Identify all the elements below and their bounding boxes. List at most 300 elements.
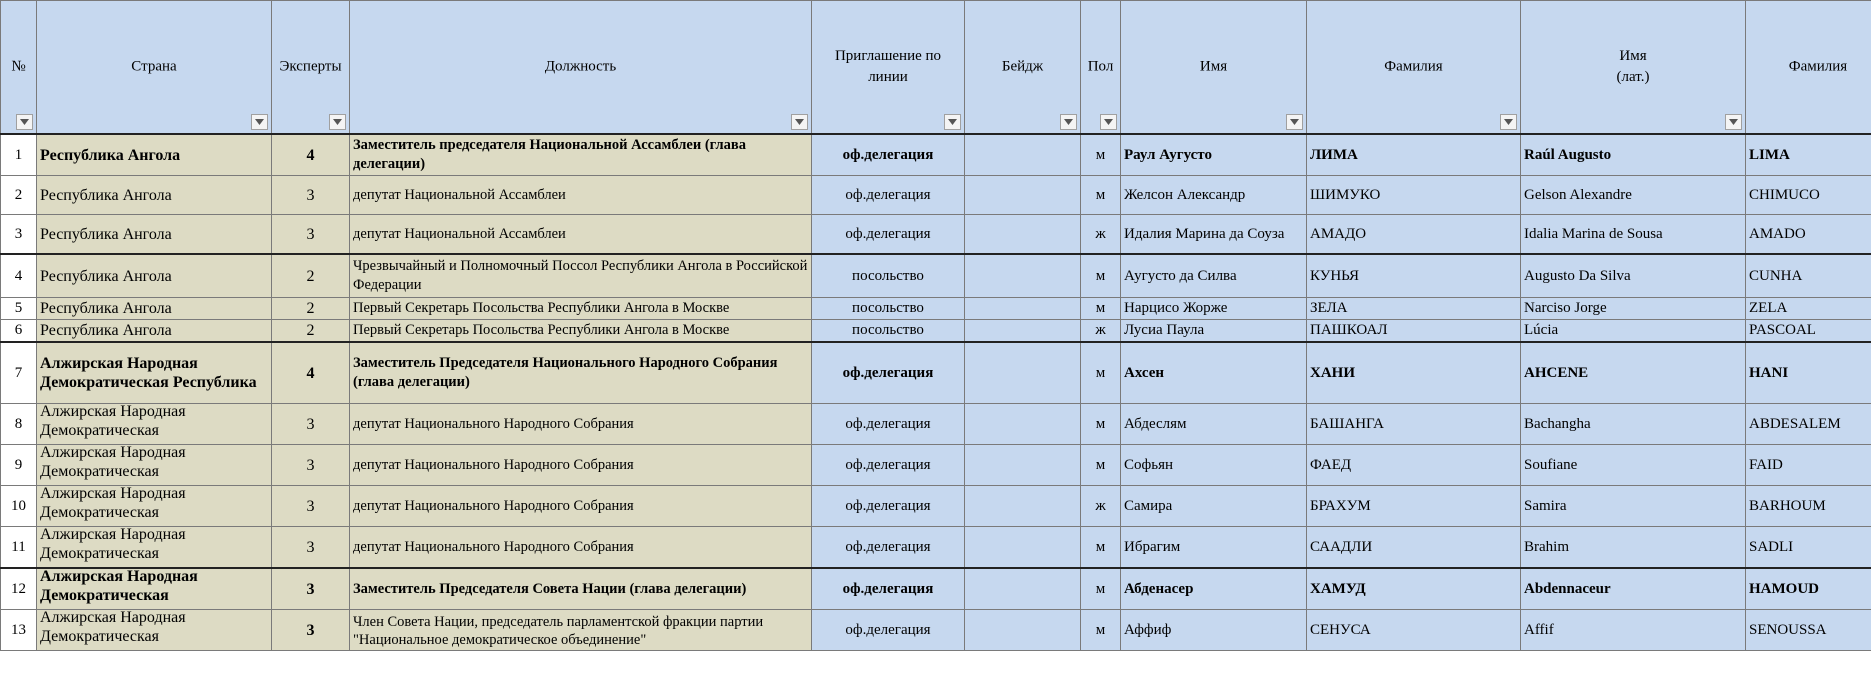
cell-country[interactable] (37, 176, 272, 215)
cell-invitation[interactable] (812, 254, 965, 298)
cell-position[interactable] (350, 486, 812, 527)
cell-invitation-text: посольство (852, 322, 924, 338)
table-row (1, 134, 1871, 176)
cell-first-name-lat-text: Gelson Alexandre (1524, 186, 1632, 203)
chevron-down-icon (795, 119, 804, 125)
cell-experts[interactable] (272, 176, 350, 215)
cell-first-name-lat-text: Affif (1524, 621, 1554, 638)
cell-first-name[interactable] (1121, 298, 1307, 320)
cell-badge[interactable] (965, 176, 1081, 215)
cell-experts-text: 3 (306, 415, 315, 433)
cell-position[interactable] (350, 176, 812, 215)
cell-number[interactable] (1, 254, 37, 298)
cell-country[interactable] (37, 568, 272, 610)
cell-country[interactable] (37, 342, 272, 404)
cell-invitation-text: оф.делегация (842, 580, 934, 597)
cell-experts[interactable] (272, 298, 350, 320)
cell-invitation[interactable] (812, 445, 965, 486)
cell-last-name[interactable] (1307, 486, 1521, 527)
cell-sex-text: м (1095, 364, 1106, 381)
cell-last-name[interactable] (1307, 320, 1521, 343)
header-row (1, 1, 1871, 135)
cell-last-name-lat[interactable] (1746, 445, 1871, 486)
cell-first-name-lat[interactable] (1521, 568, 1746, 610)
cell-country[interactable] (37, 404, 272, 445)
cell-country[interactable] (37, 254, 272, 298)
cell-experts-text: 3 (306, 456, 315, 474)
cell-badge[interactable] (965, 298, 1081, 320)
cell-experts[interactable] (272, 134, 350, 176)
cell-last-name-lat-text: ABDESALEM (1749, 415, 1841, 432)
cell-position[interactable] (350, 215, 812, 255)
cell-position-text: депутат Национального Народного Собрания (353, 538, 634, 555)
cell-experts-text: 2 (306, 322, 315, 339)
cell-country[interactable] (37, 298, 272, 320)
cell-badge[interactable] (965, 215, 1081, 255)
filter-dropdown-button[interactable] (1100, 114, 1117, 130)
cell-number-text: 4 (14, 267, 23, 284)
cell-first-name-lat[interactable] (1521, 342, 1746, 404)
cell-experts[interactable] (272, 215, 350, 255)
cell-invitation-text: оф.делегация (845, 497, 931, 514)
cell-experts-text: 4 (306, 364, 315, 382)
cell-position-text: депутат Национального Народного Собрания (353, 415, 634, 432)
cell-first-name[interactable] (1121, 342, 1307, 404)
cell-experts-text: 3 (306, 538, 315, 556)
cell-number[interactable] (1, 568, 37, 610)
cell-experts[interactable] (272, 342, 350, 404)
cell-country[interactable] (37, 134, 272, 176)
cell-position[interactable] (350, 254, 812, 298)
cell-last-name-lat[interactable] (1746, 320, 1871, 343)
cell-last-name-lat-text: HANI (1749, 364, 1789, 381)
cell-first-name[interactable] (1121, 404, 1307, 445)
cell-invitation[interactable] (812, 527, 965, 569)
cell-first-name-text: Раул Аугусто (1124, 146, 1212, 163)
cell-experts[interactable] (272, 320, 350, 343)
cell-number-text: 10 (11, 497, 26, 514)
table-row (1, 176, 1871, 215)
cell-sex-text: м (1095, 146, 1106, 163)
cell-sex-text: м (1095, 300, 1106, 316)
cell-first-name[interactable] (1121, 568, 1307, 610)
cell-country[interactable] (37, 215, 272, 255)
cell-country-text: Алжирская Народная Демократическая (40, 444, 186, 480)
cell-sex-text: м (1095, 267, 1106, 284)
table-row (1, 320, 1871, 343)
col-header-first-name-lat (1521, 1, 1746, 135)
cell-sex[interactable] (1081, 215, 1121, 255)
cell-last-name[interactable] (1307, 254, 1521, 298)
cell-country-text: Республика Ангола (40, 322, 172, 339)
cell-number[interactable] (1, 486, 37, 527)
cell-badge[interactable] (965, 254, 1081, 298)
filter-dropdown-button[interactable] (1500, 114, 1517, 130)
cell-invitation[interactable] (812, 298, 965, 320)
chevron-down-icon (1104, 119, 1113, 125)
cell-position-text: Член Совета Нации, председатель парламентской фракции партии "Национальное демократическое объединение" (353, 614, 764, 648)
cell-last-name-text: ЗЕЛА (1310, 300, 1348, 316)
cell-invitation[interactable] (812, 610, 965, 651)
cell-invitation-text: оф.делегация (845, 621, 931, 638)
chevron-down-icon (948, 119, 957, 125)
table-row (1, 445, 1871, 486)
cell-last-name-lat[interactable] (1746, 134, 1871, 176)
cell-first-name-lat-text: Narciso Jorge (1524, 300, 1607, 316)
cell-invitation[interactable] (812, 486, 965, 527)
chevron-down-icon (1064, 119, 1073, 125)
cell-last-name-lat[interactable] (1746, 568, 1871, 610)
header-label: Бейдж (1001, 58, 1044, 75)
cell-first-name-text: Идалия Марина да Соуза (1124, 225, 1285, 242)
header-label: Фамилия (1788, 58, 1848, 75)
cell-first-name-lat[interactable] (1521, 320, 1746, 343)
header-label: Имя (лат.) (1616, 48, 1650, 85)
cell-number[interactable] (1, 445, 37, 486)
cell-country[interactable] (37, 445, 272, 486)
cell-first-name[interactable] (1121, 445, 1307, 486)
cell-number[interactable] (1, 320, 37, 343)
cell-first-name-lat-text: Samira (1524, 497, 1567, 514)
cell-badge[interactable] (965, 342, 1081, 404)
cell-experts[interactable] (272, 445, 350, 486)
cell-last-name[interactable] (1307, 404, 1521, 445)
cell-first-name-text: Нарцисо Жорже (1124, 300, 1228, 316)
cell-country-text: Республика Ангола (40, 146, 181, 164)
col-header-badge (965, 1, 1081, 135)
cell-invitation[interactable] (812, 568, 965, 610)
cell-badge[interactable] (965, 486, 1081, 527)
cell-experts-text: 3 (306, 186, 315, 204)
cell-last-name-lat-text: SENOUSSA (1749, 621, 1827, 638)
cell-position[interactable] (350, 298, 812, 320)
cell-number[interactable] (1, 215, 37, 255)
cell-position-text: Первый Секретарь Посольства Республики Ангола в Москве (353, 322, 730, 338)
cell-last-name-lat-text: FAID (1749, 456, 1783, 473)
filter-dropdown-button[interactable] (1060, 114, 1077, 130)
cell-position[interactable] (350, 568, 812, 610)
cell-sex-text: м (1095, 186, 1106, 203)
cell-first-name-lat[interactable] (1521, 445, 1746, 486)
cell-last-name[interactable] (1307, 527, 1521, 569)
col-header-position (350, 1, 812, 135)
cell-last-name-lat[interactable] (1746, 404, 1871, 445)
header-label: Должность (544, 58, 617, 75)
cell-last-name-lat-text: BARHOUM (1749, 497, 1826, 514)
cell-invitation-text: оф.делегация (845, 225, 931, 242)
cell-invitation-text: оф.делегация (842, 146, 934, 163)
cell-experts-text: 2 (306, 267, 315, 285)
cell-sex-text: ж (1095, 225, 1106, 242)
cell-country[interactable] (37, 320, 272, 343)
cell-number[interactable] (1, 298, 37, 320)
cell-first-name[interactable] (1121, 254, 1307, 298)
cell-last-name[interactable] (1307, 342, 1521, 404)
cell-experts[interactable] (272, 610, 350, 651)
cell-invitation[interactable] (812, 134, 965, 176)
cell-number-text: 8 (14, 415, 23, 432)
cell-experts-text: 3 (306, 580, 315, 598)
cell-sex[interactable] (1081, 404, 1121, 445)
cell-last-name-lat-text: ZELA (1749, 300, 1788, 316)
cell-first-name[interactable] (1121, 134, 1307, 176)
cell-last-name-lat[interactable] (1746, 342, 1871, 404)
cell-last-name-lat-text: CHIMUCO (1749, 186, 1820, 203)
cell-last-name-text: ХАМУД (1310, 580, 1366, 597)
cell-last-name[interactable] (1307, 134, 1521, 176)
cell-country[interactable] (37, 610, 272, 651)
cell-last-name[interactable] (1307, 610, 1521, 651)
cell-last-name-lat[interactable] (1746, 176, 1871, 215)
chevron-down-icon (20, 119, 29, 125)
cell-number[interactable] (1, 342, 37, 404)
cell-first-name-text: Ахсен (1124, 364, 1165, 381)
cell-first-name-lat[interactable] (1521, 298, 1746, 320)
cell-first-name-lat-text: Abdennaceur (1524, 580, 1611, 597)
cell-first-name-lat-text: AHCENE (1524, 364, 1589, 381)
table-row (1, 486, 1871, 527)
cell-last-name-lat[interactable] (1746, 298, 1871, 320)
cell-first-name-lat[interactable] (1521, 176, 1746, 215)
cell-position[interactable] (350, 610, 812, 651)
cell-first-name-lat-text: Soufiane (1524, 456, 1578, 473)
cell-first-name-text: Софьян (1124, 456, 1173, 473)
cell-sex-text: м (1095, 415, 1106, 432)
cell-number-text: 13 (11, 621, 26, 638)
cell-sex[interactable] (1081, 527, 1121, 569)
cell-last-name-text: СЕНУСА (1310, 621, 1371, 638)
cell-sex[interactable] (1081, 254, 1121, 298)
cell-experts-text: 4 (306, 146, 315, 164)
cell-position[interactable] (350, 527, 812, 569)
filter-dropdown-button[interactable] (251, 114, 268, 130)
cell-last-name-lat-text: CUNHA (1749, 267, 1803, 284)
chevron-down-icon (1504, 119, 1513, 125)
chevron-down-icon (333, 119, 342, 125)
cell-position[interactable] (350, 445, 812, 486)
cell-last-name-text: КУНЬЯ (1310, 267, 1359, 284)
cell-last-name[interactable] (1307, 215, 1521, 255)
cell-first-name-text: Абдеслям (1124, 415, 1187, 432)
cell-first-name[interactable] (1121, 527, 1307, 569)
cell-position-text: депутат Национального Народного Собрания (353, 497, 634, 514)
cell-last-name[interactable] (1307, 298, 1521, 320)
cell-first-name-lat-text: Augusto Da Silva (1524, 267, 1631, 284)
cell-number[interactable] (1, 176, 37, 215)
cell-first-name[interactable] (1121, 176, 1307, 215)
table-row (1, 610, 1871, 651)
cell-sex-text: ж (1095, 497, 1106, 514)
cell-invitation-text: оф.делегация (842, 364, 934, 381)
cell-number[interactable] (1, 404, 37, 445)
cell-number-text: 3 (14, 225, 23, 242)
cell-last-name-text: ЛИМА (1310, 146, 1358, 163)
cell-sex[interactable] (1081, 134, 1121, 176)
cell-number[interactable] (1, 610, 37, 651)
col-header-number (1, 1, 37, 135)
cell-badge[interactable] (965, 404, 1081, 445)
cell-badge[interactable] (965, 134, 1081, 176)
cell-experts[interactable] (272, 568, 350, 610)
cell-country-text: Республика Ангола (40, 300, 172, 317)
cell-first-name-lat[interactable] (1521, 134, 1746, 176)
filter-dropdown-button[interactable] (791, 114, 808, 130)
cell-position-text: Чрезвычайный и Полномочный Поссол Республики Ангола в Российской Федерации (353, 258, 808, 293)
cell-last-name-text: АМАДО (1310, 225, 1367, 242)
col-header-sex (1081, 1, 1121, 135)
filter-dropdown-button[interactable] (329, 114, 346, 130)
cell-country-text: Алжирская Народная Демократическая Республика (40, 355, 257, 391)
cell-sex[interactable] (1081, 610, 1121, 651)
cell-position[interactable] (350, 342, 812, 404)
chevron-down-icon (1290, 119, 1299, 125)
cell-first-name-lat[interactable] (1521, 404, 1746, 445)
cell-last-name-lat[interactable] (1746, 215, 1871, 255)
cell-sex[interactable] (1081, 176, 1121, 215)
cell-first-name-text: Лусиа Паула (1124, 322, 1205, 338)
cell-first-name-lat-text: Bachangha (1524, 415, 1591, 432)
cell-first-name-lat[interactable] (1521, 527, 1746, 569)
cell-sex-text: м (1095, 621, 1106, 638)
cell-last-name-text: БРАХУМ (1310, 497, 1371, 514)
col-header-last-name-lat (1746, 1, 1871, 135)
cell-invitation[interactable] (812, 342, 965, 404)
cell-last-name-text: ФАЕД (1310, 456, 1352, 473)
cell-position-text: депутат Национальной Ассамблеи (353, 225, 566, 242)
cell-invitation-text: оф.делегация (845, 456, 931, 473)
cell-last-name-lat-text: PASCOAL (1749, 322, 1816, 338)
header-label: Имя (1199, 58, 1228, 75)
col-header-experts (272, 1, 350, 135)
cell-experts-text: 3 (306, 621, 315, 639)
cell-position[interactable] (350, 320, 812, 343)
cell-first-name[interactable] (1121, 486, 1307, 527)
cell-country-text: Алжирская Народная Демократическая (40, 609, 186, 645)
cell-last-name-lat[interactable] (1746, 254, 1871, 298)
cell-sex[interactable] (1081, 486, 1121, 527)
cell-first-name-text: Аугусто да Силва (1124, 267, 1237, 284)
cell-number-text: 12 (11, 580, 26, 597)
cell-experts[interactable] (272, 404, 350, 445)
cell-invitation[interactable] (812, 215, 965, 255)
cell-position-text: депутат Национальной Ассамблеи (353, 186, 566, 203)
cell-badge[interactable] (965, 445, 1081, 486)
cell-experts[interactable] (272, 527, 350, 569)
cell-last-name[interactable] (1307, 445, 1521, 486)
cell-first-name-lat[interactable] (1521, 610, 1746, 651)
cell-first-name[interactable] (1121, 610, 1307, 651)
cell-sex[interactable] (1081, 568, 1121, 610)
cell-experts-text: 3 (306, 497, 315, 515)
filter-dropdown-button[interactable] (1725, 114, 1742, 130)
cell-number[interactable] (1, 134, 37, 176)
cell-number-text: 2 (14, 186, 23, 203)
cell-first-name-lat-text: Raúl Augusto (1524, 146, 1612, 163)
cell-last-name-text: ХАНИ (1310, 364, 1355, 381)
cell-first-name-text: Аффиф (1124, 621, 1172, 638)
cell-experts[interactable] (272, 254, 350, 298)
table-row (1, 215, 1871, 255)
cell-badge[interactable] (965, 610, 1081, 651)
cell-badge[interactable] (965, 568, 1081, 610)
cell-first-name-text: Ибрагим (1124, 538, 1181, 555)
cell-invitation-text: оф.делегация (845, 415, 931, 432)
cell-sex-text: м (1095, 538, 1106, 555)
cell-last-name-lat[interactable] (1746, 486, 1871, 527)
col-header-country (37, 1, 272, 135)
filter-dropdown-button[interactable] (944, 114, 961, 130)
cell-country-text: Алжирская Народная Демократическая (40, 568, 198, 604)
table-row (1, 342, 1871, 404)
cell-badge[interactable] (965, 527, 1081, 569)
cell-country-text: Алжирская Народная Демократическая (40, 485, 186, 521)
cell-last-name[interactable] (1307, 568, 1521, 610)
cell-country-text: Республика Ангола (40, 225, 172, 243)
cell-first-name-lat[interactable] (1521, 486, 1746, 527)
header-label: № (11, 58, 26, 75)
cell-invitation[interactable] (812, 320, 965, 343)
cell-first-name-lat[interactable] (1521, 254, 1746, 298)
cell-number-text: 9 (14, 456, 23, 473)
cell-position[interactable] (350, 404, 812, 445)
cell-sex[interactable] (1081, 445, 1121, 486)
chevron-down-icon (1729, 119, 1738, 125)
filter-dropdown-button[interactable] (1286, 114, 1303, 130)
cell-country-text: Алжирская Народная Демократическая (40, 403, 186, 439)
cell-invitation[interactable] (812, 176, 965, 215)
cell-number[interactable] (1, 527, 37, 569)
cell-last-name-lat[interactable] (1746, 527, 1871, 569)
cell-first-name-lat-text: Lúcia (1524, 322, 1559, 338)
cell-badge[interactable] (965, 320, 1081, 343)
table-row (1, 527, 1871, 569)
cell-position-text: Заместитель Председателя Совета Нации (глава делегации) (353, 580, 747, 597)
cell-experts[interactable] (272, 486, 350, 527)
cell-number-text: 7 (14, 364, 23, 381)
cell-sex[interactable] (1081, 342, 1121, 404)
col-header-last-name (1307, 1, 1521, 135)
cell-first-name-lat[interactable] (1521, 215, 1746, 255)
cell-first-name[interactable] (1121, 215, 1307, 255)
cell-position-text: Заместитель председателя Национальной Ассамблеи (глава делегации) (353, 137, 746, 172)
cell-first-name[interactable] (1121, 320, 1307, 343)
cell-last-name[interactable] (1307, 176, 1521, 215)
cell-country[interactable] (37, 527, 272, 569)
filter-dropdown-button[interactable] (16, 114, 33, 130)
cell-sex[interactable] (1081, 298, 1121, 320)
cell-experts-text: 2 (306, 300, 315, 317)
header-label: Фамилия (1384, 58, 1443, 75)
cell-invitation[interactable] (812, 404, 965, 445)
cell-sex[interactable] (1081, 320, 1121, 343)
cell-sex-text: ж (1095, 322, 1106, 338)
cell-last-name-lat[interactable] (1746, 610, 1871, 651)
cell-country-text: Алжирская Народная Демократическая (40, 526, 186, 562)
cell-number-text: 1 (14, 146, 23, 163)
cell-country[interactable] (37, 486, 272, 527)
cell-position[interactable] (350, 134, 812, 176)
table-row (1, 298, 1871, 320)
cell-first-name-lat-text: Idalia Marina de Sousa (1524, 225, 1663, 242)
header-label: Пол (1087, 58, 1114, 75)
cell-invitation-text: оф.делегация (845, 186, 931, 203)
col-header-invitation (812, 1, 965, 135)
cell-position-text: Заместитель Председателя Национального Народного Собрания (глава делегации) (353, 355, 778, 390)
col-header-first-name (1121, 1, 1307, 135)
cell-invitation-text: оф.делегация (845, 538, 931, 555)
cell-sex-text: м (1095, 580, 1106, 597)
cell-last-name-text: ПАШКОАЛ (1310, 322, 1388, 338)
